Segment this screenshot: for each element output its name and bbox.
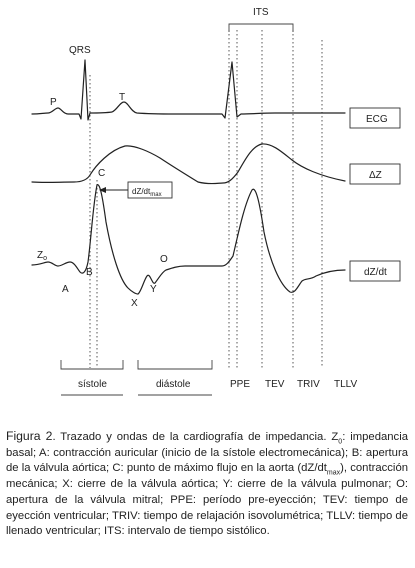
caption-title: Figura 2 — [6, 429, 53, 443]
diastole-bracket — [138, 360, 212, 369]
wave-label-qrs: QRS — [69, 45, 91, 56]
interval-label-triv: TRIV — [297, 379, 320, 390]
its-bracket — [229, 24, 293, 32]
caption-sub-2: max — [326, 469, 341, 477]
wave-label-y: Y — [150, 284, 157, 295]
figure-caption — [6, 429, 408, 540]
dzdt-label: dZ/dt — [364, 267, 387, 278]
interval-label-tllv: TLLV — [334, 379, 358, 390]
wave-label-z0: $Z_o$ — [37, 250, 48, 262]
interval-label-tev: TEV — [265, 379, 285, 390]
interval-label-ppe: PPE — [230, 379, 251, 390]
ecg-label: ECG — [366, 114, 388, 125]
caption-text-1: . Trazado y ondas de la cardiografía de impedancia. Z — [52, 431, 339, 443]
its-label: ITS — [253, 7, 269, 18]
dzdtmax-label: $dZ/dt_{max}$ — [132, 187, 162, 198]
wave-label-p: P — [50, 97, 57, 108]
wave-label-t: T — [119, 92, 126, 103]
sistole-label: sístole — [78, 379, 107, 390]
diastole-label: diástole — [156, 379, 191, 390]
wave-label-x: X — [131, 298, 138, 309]
wave-label-o: O — [160, 254, 168, 265]
wave-label-b: B — [86, 267, 93, 278]
delta-z-label: ΔZ — [369, 170, 382, 181]
ecg-trace — [32, 60, 345, 120]
wave-label-c: C — [98, 168, 106, 179]
caption-text-3: ), contracción mecánica; X: cierre de la válvula aórtica; Y: cierre de la válvula pulmonar; O: apertura de la válvula mitral; PPE: período pre-eyección; TEV: tiempo de eyección ventricular; TRIV: tiempo de relajación isovolumétrica; TLLV: tiempo de llenado ventricular; ITS: intervalo de tiempo sistólico. — [6, 462, 409, 538]
caption-text-2: : impedancia basal; A: contracción auricular (inicio de la sístole electromecánica); B: apertura de la válvula aórtica; C: punto de máximo flujo en la aorta (dZ/dt — [6, 431, 408, 475]
sistole-bracket — [61, 360, 123, 369]
delta-z-trace — [32, 144, 345, 184]
dzdt-trace — [32, 185, 345, 294]
wave-label-a: A — [62, 284, 69, 295]
caption-sub-1: 0 — [338, 438, 343, 446]
